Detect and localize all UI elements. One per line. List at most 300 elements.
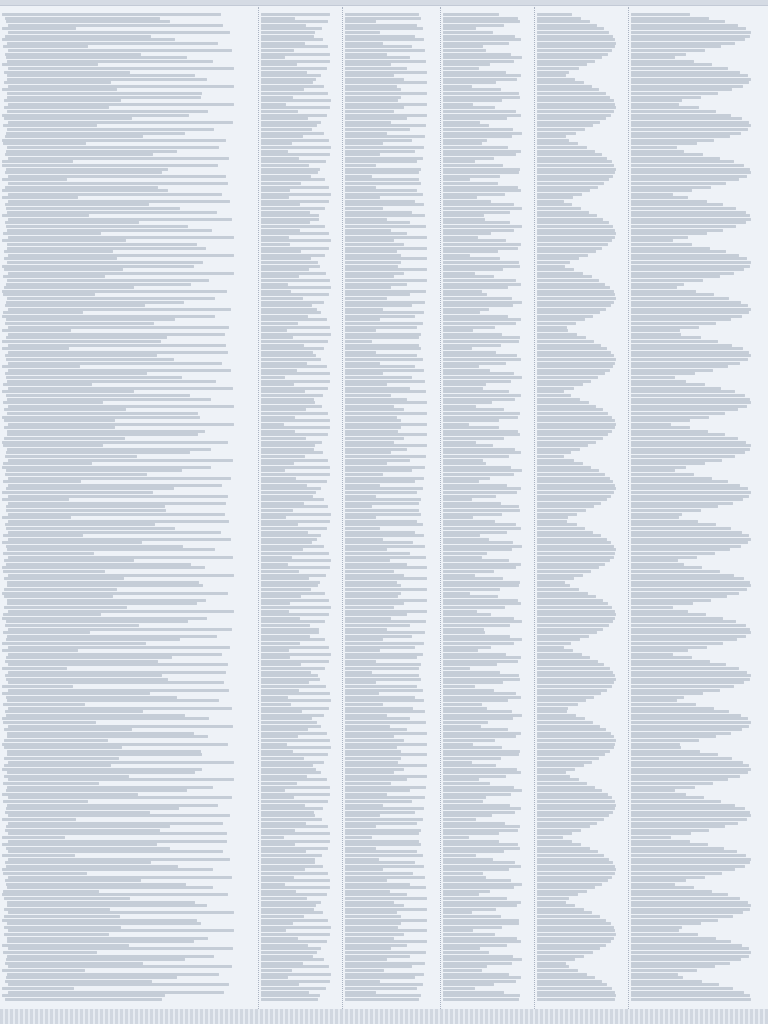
text-line — [631, 531, 742, 534]
text-line — [443, 789, 522, 792]
text-line — [8, 405, 234, 408]
text-line — [631, 976, 683, 979]
text-line — [345, 268, 427, 271]
text-line — [443, 922, 519, 925]
text-line — [6, 976, 177, 979]
text-line — [345, 523, 423, 526]
text-line — [537, 142, 578, 145]
text-line — [443, 750, 520, 753]
text-line — [443, 189, 521, 192]
text-line — [8, 484, 222, 487]
text-line — [537, 150, 595, 153]
text-line — [631, 818, 747, 821]
text-line — [345, 998, 419, 1001]
text-line — [261, 502, 304, 505]
text-line — [443, 283, 521, 286]
text-line — [345, 739, 404, 742]
text-line — [631, 272, 734, 275]
text-line — [443, 437, 504, 440]
text-line — [345, 656, 417, 659]
text-line — [261, 804, 305, 807]
text-line — [5, 135, 143, 138]
text-line — [631, 365, 728, 368]
text-line — [631, 566, 702, 569]
text-line — [537, 962, 566, 965]
text-line — [3, 124, 97, 127]
text-line — [537, 196, 573, 199]
text-line — [7, 78, 207, 81]
text-line — [537, 301, 614, 304]
text-line — [537, 275, 592, 278]
text-line — [7, 804, 218, 807]
text-line — [261, 110, 298, 113]
text-line — [345, 725, 390, 728]
text-line — [537, 451, 571, 454]
text-line — [345, 225, 426, 228]
text-line — [537, 983, 607, 986]
text-line — [261, 423, 284, 426]
text-line — [345, 283, 407, 286]
text-line — [345, 847, 376, 850]
text-line — [443, 157, 494, 160]
text-line — [261, 380, 330, 383]
text-line — [443, 850, 504, 853]
text-line — [537, 63, 587, 66]
text-line — [8, 814, 230, 817]
text-line — [537, 516, 568, 519]
text-line — [345, 53, 387, 56]
text-line — [261, 584, 318, 587]
text-line — [261, 732, 327, 735]
text-line — [443, 333, 502, 336]
text-line — [261, 106, 330, 109]
text-line — [443, 146, 508, 149]
text-line — [631, 38, 745, 41]
text-line — [261, 448, 314, 451]
text-line — [8, 983, 229, 986]
text-line — [443, 678, 520, 681]
text-line — [443, 865, 521, 868]
text-line — [345, 955, 410, 958]
text-line — [2, 642, 146, 645]
text-line — [345, 387, 410, 390]
text-line — [537, 581, 565, 584]
text-line — [261, 477, 296, 480]
text-line — [443, 491, 517, 494]
text-line — [537, 761, 592, 764]
text-line — [443, 408, 504, 411]
text-line — [7, 955, 214, 958]
text-line — [261, 793, 330, 796]
text-line — [443, 171, 519, 174]
text-line — [631, 958, 741, 961]
text-line — [631, 426, 690, 429]
text-line — [261, 250, 301, 253]
text-line — [345, 958, 387, 961]
text-line — [631, 534, 749, 537]
text-line — [537, 965, 569, 968]
text-line — [7, 786, 213, 789]
text-line — [2, 13, 221, 16]
text-line — [537, 768, 575, 771]
text-line — [631, 911, 743, 914]
text-line — [443, 886, 514, 889]
text-line — [261, 548, 303, 551]
text-line — [261, 132, 324, 135]
text-line — [261, 419, 330, 422]
text-line — [345, 628, 387, 631]
text-line — [345, 901, 394, 904]
text-line — [261, 728, 308, 731]
text-line — [537, 272, 583, 275]
text-line — [345, 531, 415, 534]
text-line — [3, 872, 87, 875]
text-line — [345, 419, 401, 422]
text-line — [443, 642, 514, 645]
text-line — [4, 268, 123, 271]
text-line — [537, 168, 616, 171]
text-line — [261, 336, 293, 339]
text-line — [631, 333, 681, 336]
text-line — [443, 717, 513, 720]
text-line — [261, 207, 325, 210]
text-line — [8, 832, 227, 835]
text-line — [7, 732, 194, 735]
text-line — [443, 951, 489, 954]
text-line — [345, 433, 427, 436]
text-line — [7, 904, 207, 907]
text-line — [261, 286, 331, 289]
text-line — [261, 674, 318, 677]
text-line — [6, 545, 183, 548]
text-line — [631, 189, 692, 192]
text-line — [537, 958, 575, 961]
text-line — [443, 250, 498, 253]
text-line — [345, 182, 421, 185]
text-line — [2, 843, 157, 846]
text-line — [345, 764, 427, 767]
text-line — [261, 663, 301, 666]
text-line — [443, 552, 487, 555]
text-line — [345, 275, 394, 278]
text-line — [631, 822, 738, 825]
text-line — [345, 135, 425, 138]
text-line — [261, 301, 324, 304]
text-line — [261, 897, 307, 900]
text-line — [537, 940, 611, 943]
text-line — [537, 297, 616, 300]
text-line — [631, 778, 728, 781]
text-line — [537, 423, 616, 426]
text-line — [443, 441, 476, 444]
text-line — [631, 60, 694, 63]
text-line — [4, 728, 132, 731]
text-line — [345, 365, 415, 368]
text-line — [345, 124, 426, 127]
text-line — [345, 444, 427, 447]
text-line — [443, 358, 521, 361]
text-line — [7, 247, 206, 250]
text-line — [537, 78, 575, 81]
text-line — [6, 883, 186, 886]
text-line — [631, 63, 712, 66]
text-line — [631, 318, 731, 321]
text-line — [261, 714, 324, 717]
text-line — [261, 146, 331, 149]
text-line — [261, 505, 328, 508]
text-line — [4, 286, 134, 289]
text-line — [5, 962, 143, 965]
text-line — [7, 42, 218, 45]
text-line — [631, 383, 705, 386]
text-line — [631, 236, 688, 239]
text-line — [261, 778, 327, 781]
text-line — [443, 969, 482, 972]
text-line — [345, 811, 415, 814]
text-line — [537, 638, 580, 641]
text-line — [345, 459, 410, 462]
text-line — [537, 725, 600, 728]
text-line — [345, 437, 404, 440]
text-line — [345, 236, 427, 239]
text-line — [261, 628, 319, 631]
text-line — [443, 983, 494, 986]
text-line — [345, 577, 427, 580]
text-line — [261, 811, 314, 814]
text-line — [2, 617, 207, 620]
text-line — [261, 595, 301, 598]
text-line — [537, 326, 567, 329]
text-line — [631, 893, 728, 896]
text-line — [631, 937, 716, 940]
text-line — [261, 800, 328, 803]
text-line — [631, 265, 750, 268]
text-line — [631, 804, 735, 807]
text-line — [631, 128, 748, 131]
text-line — [345, 171, 419, 174]
text-line — [443, 469, 522, 472]
text-line — [631, 416, 709, 419]
text-line — [345, 286, 391, 289]
text-line — [537, 99, 614, 102]
text-line — [8, 778, 234, 781]
text-line — [631, 466, 686, 469]
text-line — [631, 624, 746, 627]
text-line — [631, 577, 744, 580]
text-line — [7, 211, 217, 214]
text-line — [537, 308, 606, 311]
text-line — [345, 272, 404, 275]
text-line — [443, 175, 500, 178]
text-line — [631, 858, 751, 861]
text-line — [345, 106, 404, 109]
text-line — [345, 548, 387, 551]
text-line — [345, 922, 401, 925]
text-line — [443, 459, 483, 462]
text-line — [631, 369, 713, 372]
text-line — [261, 649, 289, 652]
text-line — [537, 430, 612, 433]
text-line — [537, 121, 600, 124]
text-line — [443, 96, 520, 99]
text-line — [345, 214, 425, 217]
text-line — [7, 599, 206, 602]
text-line — [261, 958, 324, 961]
text-line — [345, 893, 407, 896]
text-line — [537, 937, 614, 940]
text-line — [537, 85, 592, 88]
text-line — [345, 696, 415, 699]
text-line — [443, 613, 491, 616]
text-line — [443, 757, 501, 760]
text-line — [261, 998, 318, 1001]
text-line — [631, 757, 732, 760]
text-line — [6, 207, 180, 210]
text-line — [261, 27, 322, 30]
text-line — [345, 31, 380, 34]
text-line — [537, 293, 615, 296]
text-line — [537, 74, 566, 77]
text-line — [345, 376, 412, 379]
text-line — [631, 807, 745, 810]
text-line — [261, 933, 330, 936]
text-line — [537, 775, 570, 778]
text-line — [261, 707, 329, 710]
text-line — [443, 275, 494, 278]
text-line — [631, 929, 679, 932]
text-line — [345, 455, 426, 458]
text-line — [443, 610, 477, 613]
text-line — [537, 660, 598, 663]
text-line — [345, 671, 372, 674]
text-line — [7, 750, 201, 753]
text-line — [537, 178, 609, 181]
text-line — [631, 994, 750, 997]
text-line — [2, 329, 71, 332]
text-line — [8, 182, 228, 185]
text-line — [631, 610, 688, 613]
text-line — [443, 523, 516, 526]
text-line — [443, 843, 518, 846]
text-line — [8, 911, 234, 914]
text-line — [631, 520, 698, 523]
text-line — [345, 969, 384, 972]
text-line — [537, 929, 615, 932]
text-line — [261, 513, 331, 516]
text-line — [7, 937, 208, 940]
text-line — [631, 469, 675, 472]
text-line — [345, 678, 421, 681]
text-line — [631, 933, 698, 936]
text-line — [261, 527, 327, 530]
text-line — [345, 908, 427, 911]
text-line — [443, 261, 519, 264]
text-line — [345, 186, 376, 189]
text-line — [537, 480, 613, 483]
text-line — [261, 254, 325, 257]
text-line — [345, 211, 412, 214]
text-line — [537, 182, 604, 185]
text-line — [537, 635, 589, 638]
text-line — [8, 344, 226, 347]
text-line — [345, 13, 419, 16]
text-line — [6, 509, 166, 512]
text-line — [261, 186, 329, 189]
text-line — [261, 980, 330, 983]
text-line — [7, 901, 195, 904]
text-line — [345, 491, 417, 494]
text-line — [537, 577, 574, 580]
text-line — [261, 484, 307, 487]
text-line — [537, 563, 605, 566]
text-line — [537, 559, 610, 562]
text-line — [631, 692, 703, 695]
text-line — [443, 372, 514, 375]
text-line — [631, 344, 732, 347]
text-line — [443, 822, 505, 825]
text-line — [631, 592, 739, 595]
text-line — [443, 279, 516, 282]
text-line — [261, 203, 300, 206]
column-2-lines — [259, 13, 342, 1009]
text-line — [261, 516, 286, 519]
text-line — [261, 994, 320, 997]
text-line — [345, 99, 398, 102]
text-line — [6, 789, 187, 792]
text-line — [2, 516, 71, 519]
text-line — [261, 656, 290, 659]
column-1-lines — [0, 13, 258, 1009]
text-line — [261, 592, 325, 595]
text-line — [4, 746, 122, 749]
text-line — [443, 872, 483, 875]
text-line — [261, 717, 312, 720]
text-line — [345, 574, 404, 577]
text-line — [537, 92, 606, 95]
text-line — [345, 617, 391, 620]
text-line — [537, 380, 591, 383]
text-line — [443, 563, 521, 566]
text-line — [443, 703, 482, 706]
text-line — [345, 807, 424, 810]
text-line — [261, 599, 329, 602]
text-line — [8, 423, 234, 426]
text-line — [443, 786, 514, 789]
text-line — [443, 394, 521, 397]
text-line — [631, 840, 690, 843]
text-line — [443, 624, 510, 627]
text-line — [443, 840, 499, 843]
text-line — [261, 315, 308, 318]
text-line — [5, 879, 141, 882]
text-line — [443, 53, 511, 56]
text-line — [345, 872, 413, 875]
text-line — [631, 56, 675, 59]
text-line — [443, 876, 486, 879]
text-line — [631, 951, 751, 954]
text-line — [537, 103, 615, 106]
text-line — [261, 858, 315, 861]
text-line — [261, 890, 296, 893]
text-line — [261, 832, 330, 835]
text-line — [345, 642, 424, 645]
text-line — [261, 843, 295, 846]
text-line — [443, 380, 511, 383]
text-line — [345, 768, 404, 771]
text-line — [443, 103, 473, 106]
text-line — [345, 980, 380, 983]
text-line — [261, 750, 293, 753]
